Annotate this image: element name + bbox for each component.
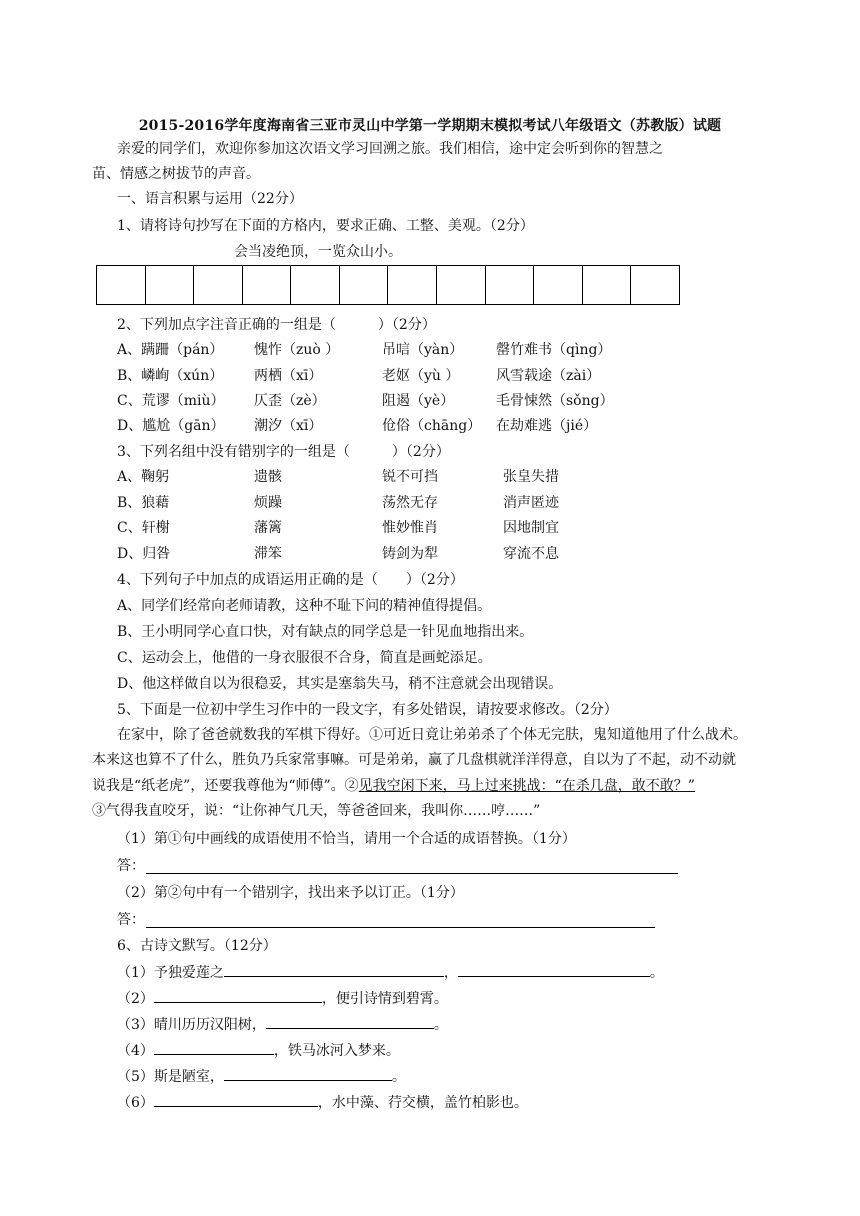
q6-item-1-end: 。 (649, 965, 664, 981)
q3-option-b-3: 荡然无存 (382, 495, 438, 511)
q2-option-a-3: 吊唁（yàn） (382, 342, 464, 358)
q2-option-b-1: B、嶙峋（xún） (117, 368, 224, 384)
q5-paragraph-line-3-text: 说我是“纸老虎”，还要我尊他为“师傅”。② (92, 778, 359, 794)
question-4-stem: 4、下列句子中加点的成语运用正确的是（ ）（2分） (117, 572, 464, 588)
q6-item-5-end: 。 (391, 1069, 406, 1085)
q3-option-c-2: 藩篱 (254, 520, 282, 536)
q6-item-4-text: ，铁马冰河入梦来。 (273, 1043, 400, 1059)
q6-item-4-lead: （4） (117, 1043, 154, 1059)
q5-paragraph-line-4: ③气得我直咬牙，说：“让你神气几天，等爸爸回来，我叫你……哼……” (92, 803, 541, 819)
grid-cell[interactable] (388, 266, 437, 305)
q2-option-b-3: 老妪（yù ） (382, 368, 460, 384)
writing-grid (96, 265, 680, 305)
exam-title: 2015-2016学年度海南省三亚市灵山中学第一学期期末模拟考试八年级语文（苏教版）试题 (138, 118, 722, 134)
grid-cell[interactable] (437, 266, 486, 305)
q5-paragraph-line-3 (92, 776, 695, 796)
q2-option-c-2: 仄歪（zè） (254, 393, 326, 409)
q6-item-3-lead: （3）晴川历历汉阳树， (117, 1017, 266, 1033)
q2-option-b-2: 两栖（xī） (254, 368, 323, 384)
q2-option-a-4: 罄竹难书（qìng） (496, 342, 612, 358)
q5-subquestion-2: （2）第②句中有一个错别字，找出来予以订正。（1分） (117, 885, 464, 901)
q6-blank[interactable] (154, 988, 322, 1003)
q5-answer-line-1[interactable] (146, 873, 678, 874)
grid-cell[interactable] (485, 266, 534, 305)
q3-option-a-2: 遗骸 (254, 469, 282, 485)
q3-option-a-3: 锐不可挡 (382, 469, 438, 485)
q6-item-1 (117, 962, 664, 983)
intro-line-1: 亲爱的同学们，欢迎你参加这次语文学习回溯之旅。我们相信，途中定会听到你的智慧之 (117, 141, 663, 157)
q6-blank[interactable] (266, 1014, 434, 1029)
grid-cell[interactable] (291, 266, 340, 305)
grid-cell[interactable] (339, 266, 388, 305)
q6-item-6-text: ，水中藻、荇交横，盖竹柏影也。 (317, 1095, 528, 1111)
grid-cell[interactable] (145, 266, 194, 305)
q3-option-c-1: C、轩榭 (117, 520, 170, 536)
q4-option-a: A、同学们经常向老师请教，这种不耻下问的精神值得提倡。 (117, 598, 492, 614)
section-heading-1: 一、语言积累与运用（22分） (117, 191, 303, 207)
q6-blank[interactable] (224, 962, 444, 977)
q3-option-c-3: 惟妙惟肖 (382, 520, 438, 536)
q3-option-c-4: 因地制宜 (503, 520, 559, 536)
q6-item-3 (117, 1014, 448, 1035)
q3-option-a-4: 张皇失措 (503, 469, 559, 485)
q6-item-5-lead: （5）斯是陋室， (117, 1069, 224, 1085)
q2-option-a-1: A、蹒跚（pán） (117, 342, 224, 358)
q2-option-d-3: 伧俗（chāng） (382, 418, 482, 434)
question-2-stem: 2、下列加点字注音正确的一组是（ ）（2分） (117, 317, 436, 333)
q6-blank[interactable] (224, 1066, 392, 1081)
q3-option-d-3: 铸剑为犁 (382, 546, 438, 562)
q2-option-b-4: 风雪载途（zài） (496, 368, 601, 384)
q6-item-3-end: 。 (433, 1017, 448, 1033)
grid-cell[interactable] (582, 266, 631, 305)
q2-option-d-4: 在劫难逃（jié） (496, 418, 598, 434)
q6-item-6 (117, 1092, 528, 1113)
grid-cell[interactable] (242, 266, 291, 305)
q6-item-6-lead: （6） (117, 1095, 154, 1111)
q3-option-a-1: A、鞠躬 (117, 469, 170, 485)
q6-blank[interactable] (458, 962, 650, 977)
grid-cell[interactable] (534, 266, 583, 305)
q6-item-1-lead: （1）予独爱莲之 (117, 965, 224, 981)
q3-option-b-2: 烦躁 (254, 495, 282, 511)
q6-item-2-text: ，便引诗情到碧霄。 (321, 991, 448, 1007)
q5-underlined-sentence: 见我空闲下来，马上过来挑战：“在杀几盘，敢不敢？” (358, 778, 695, 794)
q5-answer-line-2[interactable] (146, 927, 655, 928)
q3-option-d-1: D、归咎 (117, 546, 171, 562)
q6-blank[interactable] (154, 1040, 274, 1055)
q5-answer-label-1: 答： (117, 858, 145, 874)
q2-option-d-1: D、尴尬（gān） (117, 418, 225, 434)
question-5-stem: 5、下面是一位初中学生习作中的一段文字，有多处错误，请按要求修改。（2分） (117, 702, 618, 718)
q5-paragraph-line-1: 在家中，除了爸爸就数我的军棋下得好。①可近日竟让弟弟杀了个体无完肤，鬼知道他用了什么战术。 (117, 727, 747, 743)
q2-option-c-3: 阻遏（yè） (382, 393, 455, 409)
q2-option-d-2: 潮汐（xī） (254, 418, 323, 434)
q4-option-c: C、运动会上，他借的一身衣服很不合身，简直是画蛇添足。 (117, 650, 492, 666)
q6-item-2-lead: （2） (117, 991, 154, 1007)
q6-blank[interactable] (154, 1092, 318, 1107)
q4-option-d: D、他这样做自以为很稳妥，其实是塞翁失马，稍不注意就会出现错误。 (117, 676, 563, 692)
q5-subquestion-1: （1）第①句中画线的成语使用不恰当，请用一个合适的成语替换。（1分） (117, 831, 576, 847)
q2-option-c-4: 毛骨悚然（sǒng） (496, 393, 614, 409)
q4-option-b: B、王小明同学心直口快，对有缺点的同学总是一针见血地指出来。 (117, 624, 534, 640)
q6-item-4 (117, 1040, 400, 1061)
q3-option-b-1: B、狼藉 (117, 495, 170, 511)
q3-option-d-4: 穿流不息 (503, 546, 559, 562)
q6-item-5 (117, 1066, 406, 1087)
grid-cell[interactable] (631, 266, 680, 305)
q3-option-d-2: 滞笨 (254, 546, 282, 562)
q2-option-a-2: 愧怍（zuò ） (254, 342, 340, 358)
grid-cell[interactable] (194, 266, 243, 305)
q5-answer-label-2: 答： (117, 912, 145, 928)
q3-option-b-4: 消声匿迹 (503, 495, 559, 511)
intro-line-2: 苗、情感之树拔节的声音。 (92, 166, 260, 182)
question-3-stem: 3、下列名组中没有错别字的一组是（ ）（2分） (117, 444, 450, 460)
question-1-stem: 1、请将诗句抄写在下面的方格内，要求正确、工整、美观。（2分） (117, 218, 534, 234)
q5-paragraph-line-2: 本来这也算不了什么，胜负乃兵家常事嘛。可是弟弟，赢了几盘棋就洋洋得意，自以为了不起，动不动就 (92, 752, 736, 768)
q2-option-c-1: C、荒谬（miù） (117, 393, 225, 409)
grid-cell[interactable] (97, 266, 146, 305)
question-1-poem: 会当凌绝顶，一览众山小。 (234, 244, 402, 260)
question-6-stem: 6、古诗文默写。（12分） (117, 938, 277, 954)
q6-item-2 (117, 988, 448, 1009)
q6-item-1-comma: ， (443, 965, 458, 981)
